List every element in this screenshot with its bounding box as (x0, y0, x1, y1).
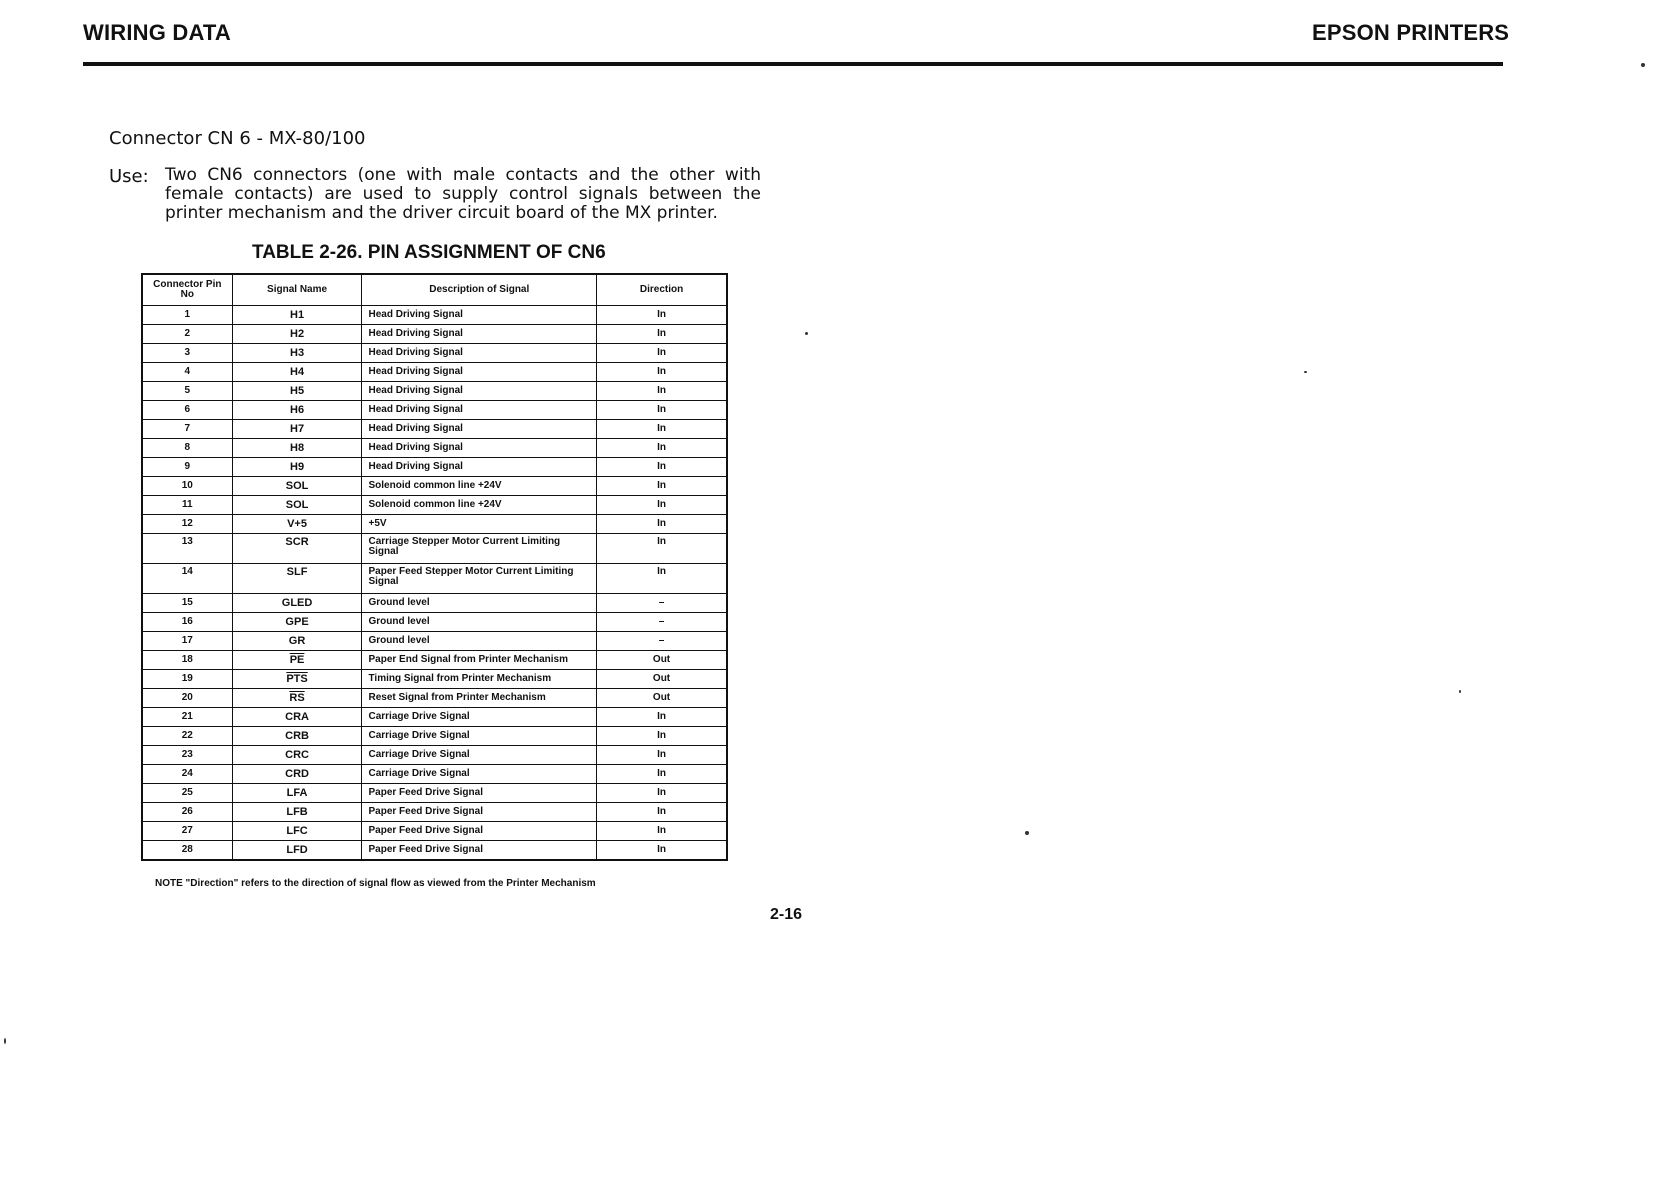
cell-description: Solenoid common line +24V (362, 496, 597, 515)
cell-direction: In (597, 708, 727, 727)
table-row (142, 784, 727, 803)
scan-speck (1025, 831, 1029, 835)
cell-pin-no: 10 (142, 477, 232, 496)
table-row (142, 382, 727, 401)
cell-direction: In (597, 306, 727, 325)
cell-direction: In (597, 564, 727, 594)
cell-description: Solenoid common line +24V (362, 477, 597, 496)
cell-direction: In (597, 803, 727, 822)
cell-description: Carriage Drive Signal (362, 708, 597, 727)
cell-direction: In (597, 822, 727, 841)
cell-direction: In (597, 363, 727, 382)
cell-signal-name: SCR (232, 534, 362, 564)
cell-pin-no: 28 (142, 841, 232, 861)
header-title-left: WIRING DATA (83, 20, 232, 45)
cell-pin-no: 1 (142, 306, 232, 325)
cell-signal-name: V+5 (232, 515, 362, 534)
cell-signal-name: $\overline{PE}$ (232, 651, 362, 670)
scan-speck (1304, 371, 1307, 373)
cell-description: Carriage Stepper Motor Current Limiting Signal (362, 534, 597, 564)
cell-description: Ground level (362, 632, 597, 651)
scan-speck (4, 1038, 6, 1044)
cell-pin-no: 20 (142, 689, 232, 708)
cell-pin-no: 4 (142, 363, 232, 382)
header-signal-name: Signal Name (232, 274, 362, 306)
table-row (142, 439, 727, 458)
use-description: Two CN6 connectors (one with male contacts and the other with female contacts) are used to supply control signals between the printer mechanism and the driver circuit board of the MX printer. (165, 165, 761, 223)
pin-assignment-table (141, 273, 728, 861)
cell-signal-name: SOL (232, 477, 362, 496)
cell-description: Paper Feed Drive Signal (362, 803, 597, 822)
cell-signal-name: H4 (232, 363, 362, 382)
cell-pin-no: 14 (142, 564, 232, 594)
cell-description: Head Driving Signal (362, 306, 597, 325)
cell-description: Head Driving Signal (362, 344, 597, 363)
table-row (142, 689, 727, 708)
cell-direction: In (597, 746, 727, 765)
cell-pin-no: 13 (142, 534, 232, 564)
page-number: 2-16 (770, 906, 803, 923)
cell-pin-no: 9 (142, 458, 232, 477)
cell-direction: In (597, 496, 727, 515)
cell-description: Head Driving Signal (362, 325, 597, 344)
cell-signal-name: LFB (232, 803, 362, 822)
cell-pin-no: 8 (142, 439, 232, 458)
table-row (142, 746, 727, 765)
cell-signal-name: LFC (232, 822, 362, 841)
cell-description: Carriage Drive Signal (362, 727, 597, 746)
scan-speck (1641, 63, 1645, 67)
cell-pin-no: 22 (142, 727, 232, 746)
cell-signal-name: CRD (232, 765, 362, 784)
cell-direction: – (597, 613, 727, 632)
table-row (142, 670, 727, 689)
use-label: Use: (109, 166, 149, 187)
cell-description: Head Driving Signal (362, 420, 597, 439)
table-row (142, 477, 727, 496)
table-row (142, 803, 727, 822)
cell-description: Head Driving Signal (362, 458, 597, 477)
table-row (142, 363, 727, 382)
cell-description: Paper Feed Drive Signal (362, 784, 597, 803)
header-title-right: EPSON PRINTERS (1312, 20, 1510, 45)
cell-description: Ground level (362, 613, 597, 632)
table-row (142, 765, 727, 784)
cell-description: Paper End Signal from Printer Mechanism (362, 651, 597, 670)
table-row (142, 632, 727, 651)
cell-direction: In (597, 784, 727, 803)
cell-description: Head Driving Signal (362, 401, 597, 420)
cell-direction: Out (597, 670, 727, 689)
table-row (142, 515, 727, 534)
cell-direction: In (597, 458, 727, 477)
cell-direction: In (597, 439, 727, 458)
table-note: NOTE "Direction" refers to the direction of signal flow as viewed from the Printer Mechanism (155, 878, 596, 889)
scan-speck (805, 332, 808, 335)
cell-pin-no: 2 (142, 325, 232, 344)
cell-signal-name: $\overline{PTS}$ (232, 670, 362, 689)
table-row (142, 458, 727, 477)
cell-signal-name: GR (232, 632, 362, 651)
cell-description: Paper Feed Drive Signal (362, 822, 597, 841)
cell-pin-no: 21 (142, 708, 232, 727)
connector-subject: Connector CN 6 - MX-80/100 (109, 128, 366, 149)
cell-signal-name: H6 (232, 401, 362, 420)
cell-pin-no: 12 (142, 515, 232, 534)
table-row (142, 613, 727, 632)
cell-pin-no: 25 (142, 784, 232, 803)
table-row (142, 420, 727, 439)
cell-signal-name: H9 (232, 458, 362, 477)
cell-direction: – (597, 594, 727, 613)
table-header-row (142, 274, 727, 306)
cell-pin-no: 6 (142, 401, 232, 420)
cell-pin-no: 24 (142, 765, 232, 784)
cell-signal-name: LFD (232, 841, 362, 861)
cell-description: Paper Feed Drive Signal (362, 841, 597, 861)
cell-pin-no: 7 (142, 420, 232, 439)
table-row (142, 564, 727, 594)
cell-signal-name: SLF (232, 564, 362, 594)
header-pin-no: Connector Pin No (142, 274, 232, 306)
cell-description: Reset Signal from Printer Mechanism (362, 689, 597, 708)
cell-description: Carriage Drive Signal (362, 746, 597, 765)
cell-description: +5V (362, 515, 597, 534)
table-row (142, 822, 727, 841)
cell-signal-name: H1 (232, 306, 362, 325)
cell-direction: In (597, 344, 727, 363)
table-row (142, 534, 727, 564)
table-row (142, 401, 727, 420)
cell-direction: In (597, 727, 727, 746)
cell-signal-name: CRA (232, 708, 362, 727)
table-row (142, 496, 727, 515)
cell-direction: – (597, 632, 727, 651)
cell-signal-name: CRC (232, 746, 362, 765)
table-row (142, 594, 727, 613)
cell-pin-no: 11 (142, 496, 232, 515)
cell-pin-no: 17 (142, 632, 232, 651)
header-description: Description of Signal (362, 274, 597, 306)
cell-signal-name: H3 (232, 344, 362, 363)
cell-pin-no: 19 (142, 670, 232, 689)
table-row (142, 727, 727, 746)
cell-direction: In (597, 420, 727, 439)
cell-description: Paper Feed Stepper Motor Current Limiting Signal (362, 564, 597, 594)
cell-pin-no: 27 (142, 822, 232, 841)
cell-direction: Out (597, 651, 727, 670)
cell-signal-name: SOL (232, 496, 362, 515)
cell-signal-name: GLED (232, 594, 362, 613)
scan-speck (1459, 690, 1461, 693)
table-title: TABLE 2-26. PIN ASSIGNMENT OF CN6 (252, 242, 606, 263)
cell-signal-name: H7 (232, 420, 362, 439)
cell-description: Timing Signal from Printer Mechanism (362, 670, 597, 689)
cell-signal-name: H8 (232, 439, 362, 458)
cell-pin-no: 3 (142, 344, 232, 363)
table-row (142, 651, 727, 670)
cell-direction: In (597, 515, 727, 534)
table-row (142, 344, 727, 363)
cell-pin-no: 18 (142, 651, 232, 670)
cell-signal-name: CRB (232, 727, 362, 746)
pin-rows (142, 306, 727, 861)
cell-direction: In (597, 382, 727, 401)
cell-direction: In (597, 325, 727, 344)
cell-direction: In (597, 534, 727, 564)
cell-direction: In (597, 477, 727, 496)
cell-direction: In (597, 401, 727, 420)
table-row (142, 325, 727, 344)
cell-description: Head Driving Signal (362, 363, 597, 382)
cell-description: Head Driving Signal (362, 382, 597, 401)
cell-direction: Out (597, 689, 727, 708)
header-direction: Direction (597, 274, 727, 306)
cell-pin-no: 23 (142, 746, 232, 765)
header-rule (83, 62, 1503, 66)
table-row (142, 841, 727, 861)
cell-signal-name: LFA (232, 784, 362, 803)
cell-description: Head Driving Signal (362, 439, 597, 458)
cell-pin-no: 26 (142, 803, 232, 822)
cell-direction: In (597, 841, 727, 861)
cell-signal-name: H2 (232, 325, 362, 344)
cell-description: Ground level (362, 594, 597, 613)
table-row (142, 708, 727, 727)
cell-description: Carriage Drive Signal (362, 765, 597, 784)
cell-signal-name: GPE (232, 613, 362, 632)
cell-direction: In (597, 765, 727, 784)
cell-pin-no: 16 (142, 613, 232, 632)
cell-pin-no: 5 (142, 382, 232, 401)
cell-signal-name: $\overline{RS}$ (232, 689, 362, 708)
cell-signal-name: H5 (232, 382, 362, 401)
cell-pin-no: 15 (142, 594, 232, 613)
table-row (142, 306, 727, 325)
